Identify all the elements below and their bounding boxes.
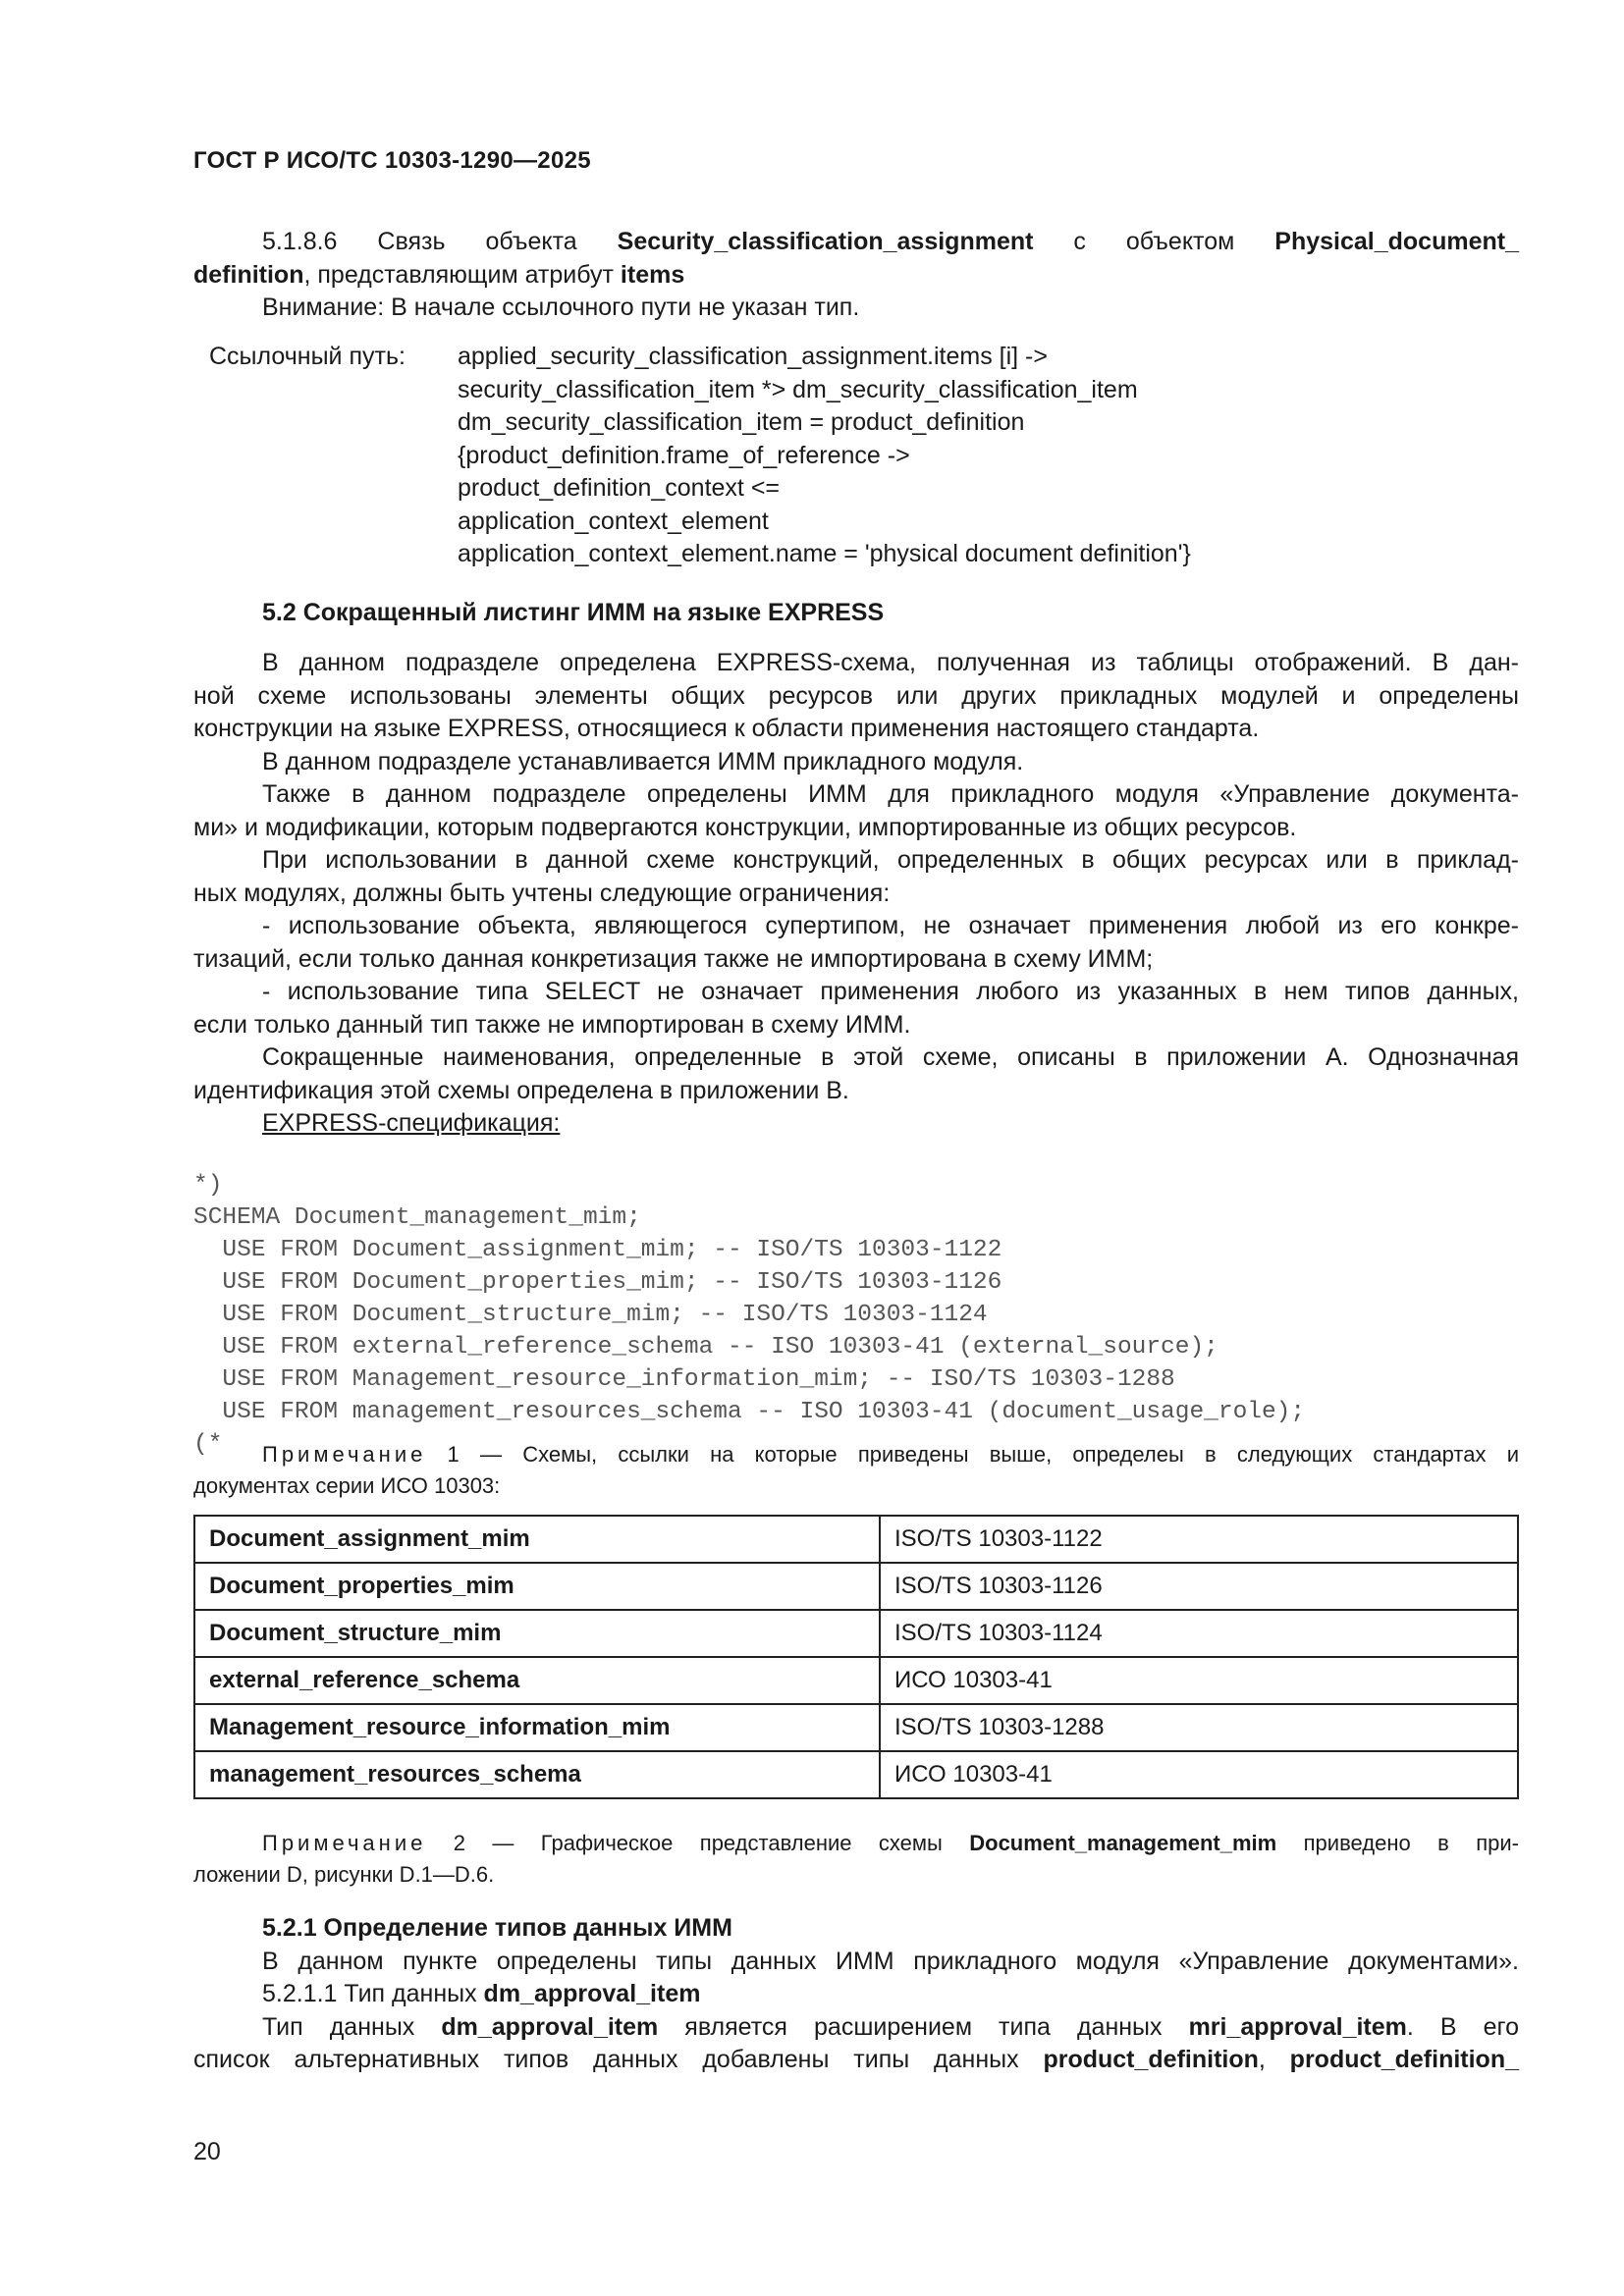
ref-path-label: Ссылочный путь: xyxy=(209,343,406,370)
table-row: management_resources_schema ИСО 10303-41 xyxy=(194,1751,1518,1798)
code-line: *) xyxy=(193,1172,223,1199)
ref-path-lines xyxy=(458,341,1191,571)
note-1: Примечание 1 — Схемы, ссылки на которые приведены выше, определеы в следующих стандартах и документах серии ИСО 10303: xyxy=(193,1442,1519,1498)
clause-5-1-8-6 xyxy=(193,226,1519,325)
ref-path-line: applied_security_classification_assignment.items [i] -> xyxy=(458,343,1048,370)
table-row: Document_structure_mim ISO/TS 10303-1124 xyxy=(194,1610,1518,1657)
code-line: SCHEMA Document_management_mim; xyxy=(193,1204,641,1231)
code-line: USE FROM management_resources_schema -- ISO 10303-41 (document_usage_role); xyxy=(193,1399,1306,1425)
table-row: Document_assignment_mim ISO/TS 10303-1122 xyxy=(194,1516,1518,1563)
document-header: ГОСТ Р ИСО/ТС 10303-1290—2025 xyxy=(193,147,591,174)
code-line: USE FROM Management_resource_information_mim; -- ISO/TS 10303-1288 xyxy=(193,1366,1175,1393)
express-spec-label: EXPRESS-спецификация: xyxy=(262,1109,561,1137)
ref-path-line: security_classification_item *> dm_security_classification_item xyxy=(458,375,1138,403)
schema-reference-table xyxy=(193,1515,1519,1799)
table-row: external_reference_schema ИСО 10303-41 xyxy=(194,1657,1518,1704)
table-row: Management_resource_information_mim ISO/TS 10303-1288 xyxy=(194,1704,1518,1751)
clause-line-1: 5.1.8.6 Связь объекта Security_classification_assignment с объектом Physical_document_ xyxy=(262,228,1519,255)
code-line: USE FROM Document_structure_mim; -- ISO/TS 10303-1124 xyxy=(193,1302,988,1328)
ref-path-line: application_context_element.name = 'physical document definition'} xyxy=(458,540,1191,567)
code-line: USE FROM external_reference_schema -- ISO 10303-41 (external_source); xyxy=(193,1334,1218,1361)
section-5-2-1-heading: 5.2.1 Определение типов данных ИММ xyxy=(262,1914,732,1942)
section-5-2-1: 5.2.1 Определение типов данных ИММ В данном пункте определены типы данных ИММ прикладного модуля «Управление документами». 5.2.1.1 Тип данных dm_approval_item Тип данных dm_approval_item является расширением типа данных mri_approval_item. В его список альтернативных типов данных добавлены типы данных product_definition, product_definition_ xyxy=(193,1914,1519,2073)
code-line: USE FROM Document_assignment_mim; -- ISO/TS 10303-1122 xyxy=(193,1237,1002,1263)
page-number: 20 xyxy=(193,2138,221,2165)
ref-path-line: {product_definition.frame_of_reference -> xyxy=(458,441,910,469)
clause-5-2-1-1-heading: 5.2.1.1 Тип данных dm_approval_item xyxy=(262,1980,701,2007)
section-5-2-heading: 5.2 Сокращенный листинг ИММ на языке EXPRESS xyxy=(262,599,885,626)
attention-note: Внимание: В начале ссылочного пути не указан тип. xyxy=(262,294,860,321)
clause-line-2: definition, представляющим атрибут items xyxy=(193,260,685,289)
code-line: (* xyxy=(193,1431,223,1458)
ref-path-line: application_context_element xyxy=(458,507,769,535)
section-5-2-body: В данном подразделе определена EXPRESS-схема, полученная из таблицы отображений. В дан- ной схеме использованы элементы общих ресурсов или других прикладных модулей и определены конструкции на языке EXPRESS, относящиеся к области применения настоящего стандарта. В данном подразделе устанавливается ИММ прикладного модуля. Также в данном подразделе определены ИММ для прикладного модуля «Управление документа- ми» и модификации, которым подвергаются конструкции, импортированные из общих ресурсов. При использовании в данной схеме конструкций, определенных в общих ресурсах или в приклад- ных модулях, должны быть учтены следующие ограничения: - использование объекта, являющегося супертипом, не означает применения любой из его конкре- тизаций, если только данная конкретизация также не импортирована в схему ИММ; - использование типа SELECT не означает применения любого из указанных в нем типов данных, если только данный тип также не импортирован в схему ИММ. Сокращенные наименования, определенные в этой схеме, описаны в приложении А. Однозначная идентификация этой схемы определена в приложении В. EXPRESS-спецификация: xyxy=(193,647,1519,1141)
note-2: Примечание 2 — Графическое представление схемы Document_management_mim приведено в при- ложении D, рисунки D.1—D.6. xyxy=(193,1831,1519,1887)
ref-path-line: product_definition_context <= xyxy=(458,474,781,502)
table-row: Document_properties_mim ISO/TS 10303-1126 xyxy=(194,1563,1518,1610)
ref-path-line: dm_security_classification_item = product_definition xyxy=(458,408,1025,436)
code-line: USE FROM Document_properties_mim; -- ISO/TS 10303-1126 xyxy=(193,1269,1002,1296)
